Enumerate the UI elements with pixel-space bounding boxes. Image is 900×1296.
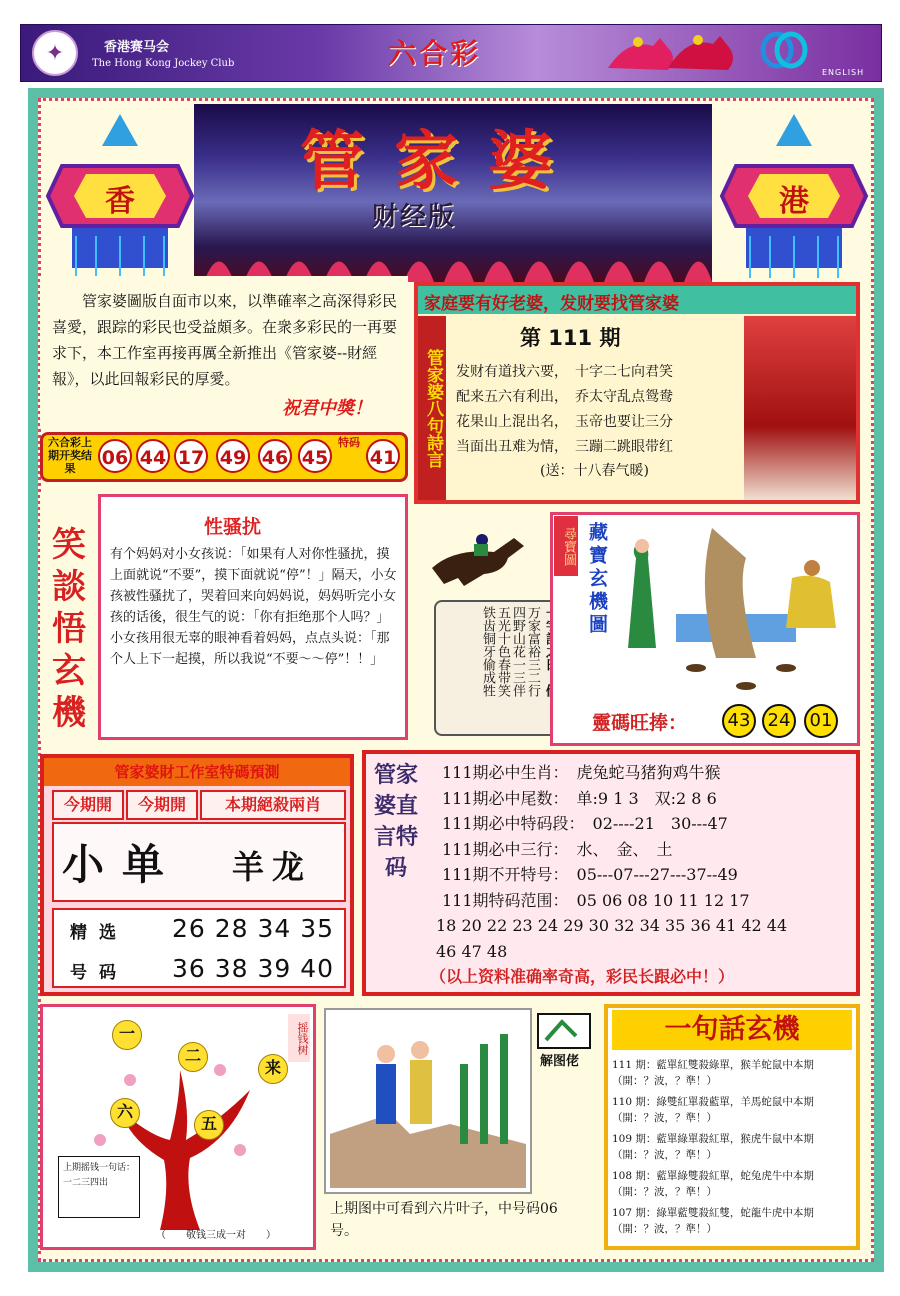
english-link[interactable]: ENGLISH: [822, 68, 865, 77]
tree-node: 六: [110, 1098, 140, 1128]
lantern-left: [42, 106, 198, 282]
tree-node: 二: [178, 1042, 208, 1072]
picture-caption: 上期图中可看到六片叶子，中号码06号。: [330, 1201, 558, 1239]
issue-number: 第 111 期: [520, 326, 621, 350]
scroll-column: 万家富裕三二行: [525, 606, 540, 697]
predict-side-title: 管家婆直言特码: [374, 763, 419, 881]
org-name-en: The Hong Kong Jockey Club: [92, 58, 235, 69]
tree-node: 五: [194, 1110, 224, 1140]
riddle-title: 一句話玄機: [612, 1010, 852, 1050]
picture-illustration: [330, 1014, 526, 1188]
poem-side-title: 管家婆八句詩言: [418, 316, 446, 500]
lantern-left-char: 香: [105, 184, 135, 219]
poem-line: 发财有道找六要， 十字二七向君笑: [456, 364, 673, 380]
riddle-item: 111 期：藍單紅雙殺綠單，猴羊蛇鼠中本期（開：？波，？準！）: [612, 1059, 814, 1087]
result-ball: 44: [136, 439, 170, 473]
intro-panel: [40, 276, 408, 428]
riddle-list: [612, 1058, 854, 1237]
scroll-columns: [440, 606, 540, 730]
predict-line: 111期特码范围： 05 06 08 10 11 12 17: [442, 890, 750, 910]
studio-head-2: 今期開: [126, 790, 198, 820]
lantern-right-char: 港: [779, 184, 809, 219]
picks-label-1: 精选: [70, 923, 128, 943]
result-ball: 17: [174, 439, 208, 473]
tree-note: 上期摇钱一句话：一二三四出: [58, 1156, 140, 1218]
studio-value-1: 小单: [62, 840, 183, 889]
riddle-item: 109 期：藍單綠單殺紅單，猴虎牛鼠中本期（開：？波，？準！）: [612, 1133, 814, 1161]
jockey-club-logo-icon[interactable]: ✦: [32, 30, 78, 76]
english-logo-icon[interactable]: [760, 30, 808, 70]
treasure-side-tag: 尋寶圖: [554, 516, 578, 576]
tree-caption: （ 敬钱三成一对 ）: [156, 1230, 276, 1241]
banner-title: 管家婆: [300, 125, 582, 199]
org-name-cn: 香港赛马会: [104, 40, 170, 55]
last-results-label: 六合彩上期开奖结果: [48, 436, 92, 475]
poem-line: 花果山上混出名， 玉帝也要让三分: [456, 414, 673, 430]
result-ball: 46: [258, 439, 292, 473]
predict-line: 111期必中特码段： 02----21 30---47: [442, 814, 728, 833]
predict-line: 111期不开特号： 05---07---27---37--49: [442, 865, 738, 884]
joke-body: 有个妈妈对小女孩说：「如果有人对你性骚扰，摸上面就说“不要”，摸下面就说“停”！」隔天，小女孩被性骚扰了，哭着回来向妈妈说，妈妈听完小女孩的话後，很生气的说：「你有拒绝那个人吗？」小女孩用很无辜的眼神看着妈妈，点点头说：「那个人上下一起摸，所以我说“不要～～停”！！」: [110, 547, 397, 667]
treasure-illustration: [616, 518, 856, 698]
result-ball: 49: [216, 439, 250, 473]
predict-line: 18 20 22 23 24 29 30 32 34 35 36 41 42 44: [436, 916, 788, 935]
scroll-column: 五光十色春带笑: [495, 606, 510, 697]
treasure-ball: 24: [762, 704, 796, 738]
riddle-item: 107 期：綠單藍雙殺紅雙，蛇龍牛虎中本期（開：？波，？準！）: [612, 1207, 814, 1235]
intro-sign: 祝君中獎！: [282, 398, 372, 419]
studio-head-1: 今期開: [52, 790, 124, 820]
treasure-ball: 01: [804, 704, 838, 738]
predict-line: 111期必中三行： 水、 金、 土: [442, 839, 673, 859]
predict-lines: [436, 760, 858, 964]
predict-line: 111期必中尾数： 单:9 1 3 双:2 8 6: [442, 788, 717, 808]
scroll-column: 铁齿铜牙偷成牲: [480, 606, 495, 697]
racing-horses-icon: [598, 28, 748, 76]
poem-line: 当面出丑难为情， 三蹦二跳眼带红: [456, 439, 673, 455]
predict-note: （以上资料准确率奇高，彩民长跟必中！）: [430, 967, 735, 986]
riddle-item: 108 期：藍單綠雙殺紅單，蛇兔虎牛中本期（開：？波，？準！）: [612, 1170, 814, 1198]
poem-tail: (送：十八春气暖): [540, 463, 649, 479]
horse-rider-icon: [424, 528, 534, 588]
result-ball: 45: [298, 439, 332, 473]
studio-value-2: 羊龙: [232, 848, 313, 886]
joke-title: 性骚扰: [204, 516, 262, 538]
treasure-ball: 43: [722, 704, 756, 738]
joke-side-title: 笑談悟玄機: [52, 525, 86, 733]
predict-line: 46 47 48: [436, 941, 508, 961]
tree-node: 来: [258, 1054, 288, 1084]
result-ball: 06: [98, 439, 132, 473]
riddle-item: 110 期：綠雙紅單殺藍單，羊馬蛇鼠中本期（開：？波，？準！）: [612, 1096, 814, 1124]
picks-label-2: 号码: [70, 963, 128, 983]
poem-header: 家庭要有好老婆，发财要找管家婆: [418, 286, 856, 314]
poem-line: 配来五六有利出， 乔太守乱点鸳鸯: [456, 389, 673, 405]
studio-head-3: 本期絕殺兩肖: [200, 790, 346, 820]
picks-row-1: 26 28 34 35: [172, 914, 335, 943]
treasure-label: 靈碼旺捧：: [592, 712, 688, 734]
bride-image: [744, 316, 856, 500]
tree-tag: 摇钱树: [288, 1014, 310, 1062]
poem-lines: [456, 360, 746, 460]
predict-line: 111期必中生肖： 虎兔蛇马猪狗鸡牛猴: [442, 763, 721, 782]
scroll-column: 四野山花一三伴: [510, 606, 525, 697]
studio-title: 管家婆財工作室特碼預測: [44, 758, 350, 786]
intro-text: 管家婆圖版自面市以來，以準確率之高深得彩民喜愛，跟踪的彩民也受益頗多。在衆多彩民的一再要求下，本工作室再接再厲全新推出《管家婆--財經報》，以此回報彩民的厚愛。: [52, 292, 398, 388]
banner-subtitle: 财经版: [372, 202, 457, 232]
special-label: 特码: [338, 436, 360, 449]
treasure-title: 藏寶玄機圖: [586, 522, 608, 637]
picks-row-2: 36 38 39 40: [172, 954, 335, 983]
lottery-title: 六合彩: [388, 37, 482, 70]
special-ball: 41: [366, 439, 400, 473]
tree-node: 一: [112, 1020, 142, 1050]
lantern-right: [716, 106, 872, 282]
jietu-label: 解图佬: [540, 1054, 580, 1069]
